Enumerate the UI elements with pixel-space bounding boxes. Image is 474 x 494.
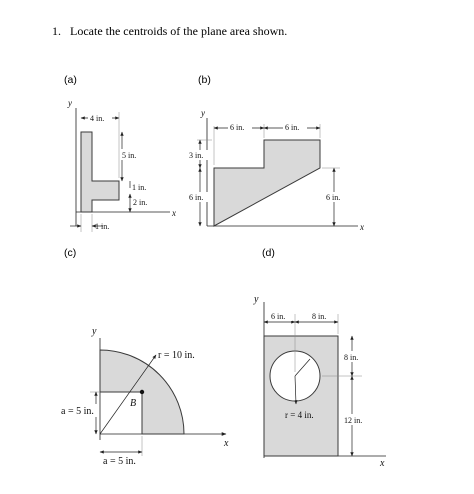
fig-b-y-axis-label: y [201,108,205,118]
fig-b-dim-right: 6 in. [326,193,341,202]
figure-d [253,294,386,469]
fig-c-point-label: B [130,398,137,409]
fig-a-dim-height-lower: 2 in. [133,198,148,207]
fig-a-dim-width: 4 in. [90,114,105,123]
fig-a-y-axis-label: y [68,98,72,108]
fig-a-area [81,132,119,212]
part-d-label: (d) [262,247,275,259]
part-c-label: (c) [64,247,77,259]
fig-a-dim-flange: 1 in. [95,222,110,231]
figure-c [60,326,229,467]
part-a-label: (a) [64,74,77,86]
fig-b-x-axis-label: x [360,222,364,232]
fig-d-dim-h-top: 8 in. [344,353,359,362]
fig-c-point-b [140,390,144,394]
figure-a [67,98,176,232]
fig-d-area [264,336,338,456]
fig-c-dim-a-vertical: a = 5 in. [61,406,94,417]
fig-b-dim-left: 6 in. [189,193,204,202]
fig-a-x-axis-label: x [172,208,176,218]
fig-d-dim-w1: 6 in. [271,312,286,321]
fig-c-radius-label: r = 10 in. [158,350,195,361]
part-b-label: (b) [198,74,211,86]
fig-b-dim-step: 3 in. [189,151,204,160]
figure-b [187,108,364,232]
fig-b-dim-w1: 6 in. [230,123,245,132]
fig-c-x-axis-label: x [224,438,229,449]
fig-a-dim-height-upper: 5 in. [122,151,137,160]
problem-statement: Locate the centroids of the plane area shown. [70,24,288,38]
fig-b-area [214,140,320,226]
problem-number: 1. [52,24,61,38]
fig-d-y-axis-label: y [254,294,259,305]
fig-d-x-axis-label: x [380,458,385,469]
fig-d-dim-h-bottom: 12 in. [344,416,363,425]
fig-c-y-axis-label: y [92,326,97,337]
fig-d-radius-label: r = 4 in. [285,410,314,420]
fig-b-dim-w2: 6 in. [285,123,300,132]
fig-c-dim-a-horizontal: a = 5 in. [103,456,136,467]
fig-a-dim-thickness: 1 in. [132,183,147,192]
fig-d-dim-w2: 8 in. [312,312,327,321]
